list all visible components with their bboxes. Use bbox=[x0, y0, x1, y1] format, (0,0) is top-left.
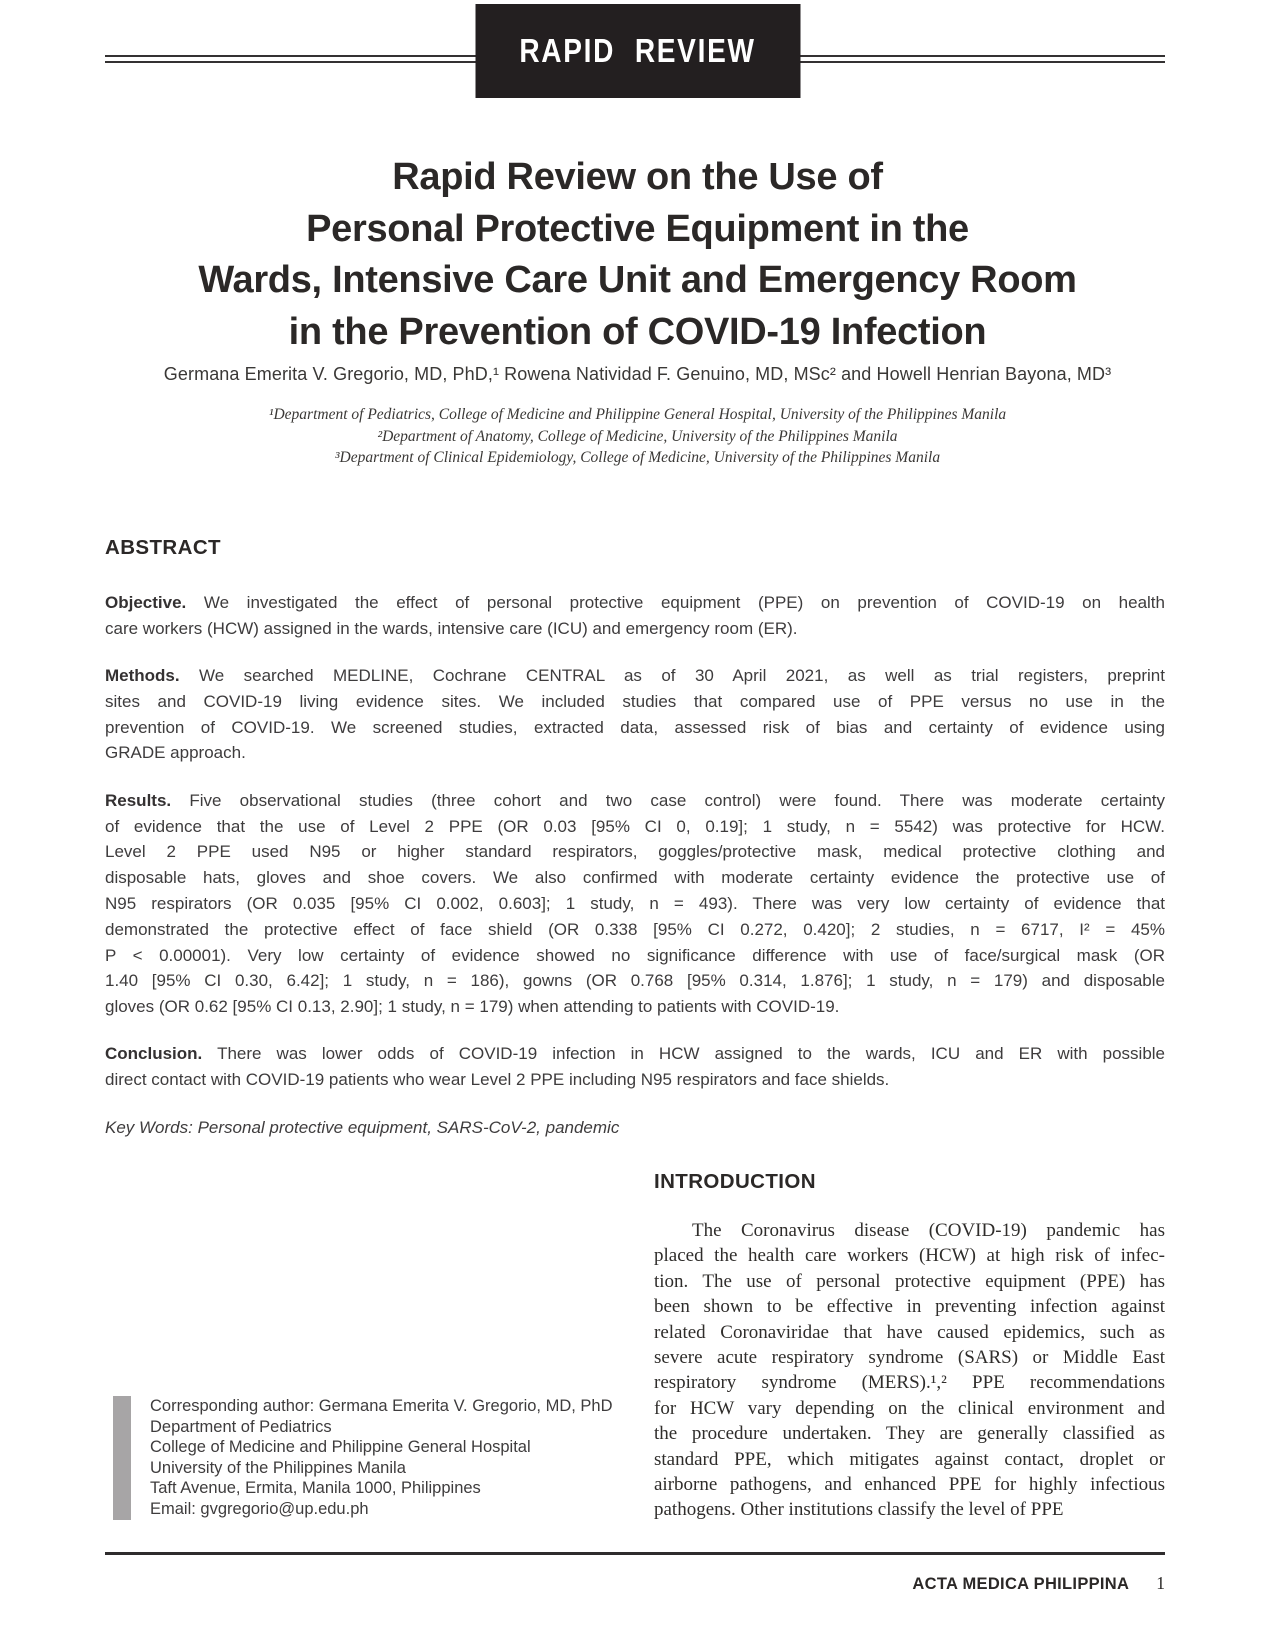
corresponding-author-bar bbox=[113, 1396, 131, 1520]
paragraph-line: Level 2 PPE used N95 or higher standard respirators, goggles/protective mask, medical protective clothing and bbox=[105, 842, 1165, 862]
corresponding-author-line: University of the Philippines Manila bbox=[150, 1458, 406, 1477]
footer bbox=[912, 1573, 1165, 1594]
abstract-body bbox=[105, 590, 1165, 1140]
introduction-line: standard PPE, which mitigates against contact, droplet or bbox=[654, 1448, 1165, 1470]
corresponding-author-line: Department of Pediatrics bbox=[150, 1417, 332, 1436]
introduction-line: for HCW vary depending on the clinical environment and bbox=[654, 1397, 1165, 1419]
title-line: Wards, Intensive Care Unit and Emergency Room bbox=[198, 259, 1077, 301]
paragraph-line: demonstrated the protective effect of face shield (OR 0.338 [95% CI 0.272, 0.420]; 2 studies, n = 6717, I² = 45% bbox=[105, 919, 1165, 939]
introduction-heading: INTRODUCTION bbox=[654, 1170, 816, 1193]
paragraph-line-text: We searched MEDLINE, Cochrane CENTRAL as of 30 April 2021, as well as trial registers, preprint bbox=[199, 666, 1165, 686]
paragraph-line bbox=[105, 788, 1165, 814]
journal-name: ACTA MEDICA PHILIPPINA bbox=[912, 1575, 1130, 1593]
introduction-body bbox=[654, 1218, 1165, 1523]
abstract-results-paragraph bbox=[105, 788, 1165, 1020]
page-number: 1 bbox=[1156, 1573, 1165, 1593]
affiliation-line: ²Department of Anatomy, College of Medicine, University of the Philippines Manila bbox=[377, 427, 898, 445]
paragraph-line: direct contact with COVID-19 patients who wear Level 2 PPE including N95 respirators and face shields. bbox=[105, 1070, 890, 1090]
abstract-objective-paragraph bbox=[105, 590, 1165, 642]
introduction-line: pathogens. Other institutions classify the level of PPE bbox=[654, 1499, 1064, 1521]
conclusion-label: Conclusion. bbox=[105, 1044, 203, 1064]
paragraph-line: sites and COVID-19 living evidence sites. We included studies that compared use of PPE versus no use in the bbox=[105, 691, 1165, 711]
objective-label: Objective. bbox=[105, 593, 187, 612]
introduction-line: severe acute respiratory syndrome (SARS) or Middle East bbox=[654, 1347, 1165, 1369]
paragraph-line: 1.40 [95% CI 0.30, 6.42]; 1 study, n = 186), gowns (OR 0.768 [95% 0.314, 1.876]; 1 study, n = 179) and disposable bbox=[105, 971, 1165, 991]
paragraph-line: GRADE approach. bbox=[105, 743, 246, 763]
article-title bbox=[0, 152, 1275, 358]
results-label: Results. bbox=[105, 790, 172, 810]
paragraph-line: of evidence that the use of Level 2 PPE (OR 0.03 [95% CI 0, 0.19]; 1 study, n = 5542) was protective for HCW. bbox=[105, 816, 1165, 836]
paragraph-line: N95 respirators (OR 0.035 [95% CI 0.002, 0.603]; 1 study, n = 493). There was very low certainty of evidence that bbox=[105, 893, 1165, 913]
paragraph-line-text: Five observational studies (three cohort and two case control) were found. There was moderate certainty bbox=[189, 790, 1165, 810]
paragraph-line: gloves (OR 0.62 [95% CI 0.13, 2.90]; 1 study, n = 179) when attending to patients with COVID-19. bbox=[105, 997, 840, 1017]
paragraph-line: care workers (HCW) assigned in the wards, intensive care (ICU) and emergency room (ER). bbox=[105, 618, 798, 638]
introduction-line: the procedure undertaken. They are generally classified as bbox=[654, 1423, 1165, 1445]
introduction-line: related Coronaviridae that have caused epidemics, such as bbox=[654, 1321, 1165, 1343]
paragraph-line: P < 0.00001). Very low certainty of evidence showed no significance difference with use of face/surgical mask (OR bbox=[105, 945, 1165, 965]
introduction-line: airborne pathogens, and enhanced PPE for highly infectious bbox=[654, 1474, 1165, 1496]
introduction-line: placed the health care workers (HCW) at high risk of infec- bbox=[654, 1245, 1165, 1267]
paragraph-line bbox=[105, 1041, 1165, 1067]
title-line: in the Prevention of COVID-19 Infection bbox=[288, 310, 987, 353]
corresponding-author-lines bbox=[150, 1396, 613, 1520]
paragraph-line-text: We investigated the effect of personal protective equipment (PPE) on prevention of COVID-19 on health bbox=[203, 593, 1165, 612]
authors-line: Germana Emerita V. Gregorio, MD, PhD,¹ Rowena Natividad F. Genuino, MD, MSc² and Howell Henrian Bayona, MD³ bbox=[163, 364, 1112, 384]
affiliations bbox=[0, 404, 1275, 469]
keywords-line: Key Words: Personal protective equipment, SARS-CoV-2, pandemic bbox=[105, 1117, 620, 1137]
title-line: Rapid Review on the Use of bbox=[392, 156, 883, 198]
article-type-banner bbox=[475, 4, 800, 98]
affiliation-line: ³Department of Clinical Epidemiology, College of Medicine, University of the Philippines Manila bbox=[334, 449, 941, 466]
paragraph-line: prevention of COVID-19. We screened studies, extracted data, assessed risk of bias and certainty of evidence using bbox=[105, 717, 1165, 737]
paragraph-line-text: There was lower odds of COVID-19 infection in HCW assigned to the wards, ICU and ER with possible bbox=[217, 1044, 1166, 1064]
paragraph-line: disposable hats, gloves and shoe covers. We also confirmed with moderate certainty evidence the protective use of bbox=[105, 868, 1165, 888]
corresponding-author-block bbox=[113, 1396, 613, 1520]
paragraph-line bbox=[105, 663, 1165, 689]
article-type-label: RAPID REVIEW bbox=[519, 32, 756, 69]
corresponding-author-line: Corresponding author: Germana Emerita V. Gregorio, MD, PhD bbox=[150, 1397, 613, 1415]
introduction-line: respiratory syndrome (MERS).¹,² PPE recommendations bbox=[654, 1372, 1165, 1394]
introduction-line: The Coronavirus disease (COVID-19) pandemic has bbox=[692, 1220, 1165, 1241]
introduction-line: been shown to be effective in preventing infection against bbox=[654, 1296, 1165, 1318]
abstract-conclusion-paragraph bbox=[105, 1041, 1165, 1093]
affiliation-line: ¹Department of Pediatrics, College of Medicine and Philippine General Hospital, University of the Philippines Manila bbox=[268, 406, 1007, 423]
corresponding-author-line: College of Medicine and Philippine General Hospital bbox=[150, 1438, 531, 1457]
introduction-section bbox=[654, 1170, 1165, 1523]
title-line: Personal Protective Equipment in the bbox=[306, 207, 969, 250]
abstract-heading: ABSTRACT bbox=[105, 536, 221, 559]
introduction-line: tion. The use of personal protective equipment (PPE) has bbox=[654, 1270, 1165, 1292]
paragraph-line bbox=[105, 590, 1165, 616]
abstract-methods-paragraph bbox=[105, 663, 1165, 766]
corresponding-author-line: Taft Avenue, Ermita, Manila 1000, Philippines bbox=[150, 1479, 481, 1498]
methods-label: Methods. bbox=[105, 666, 180, 686]
corresponding-author-email: Email: gvgregorio@up.edu.ph bbox=[150, 1499, 369, 1518]
footer-rule bbox=[105, 1552, 1165, 1555]
